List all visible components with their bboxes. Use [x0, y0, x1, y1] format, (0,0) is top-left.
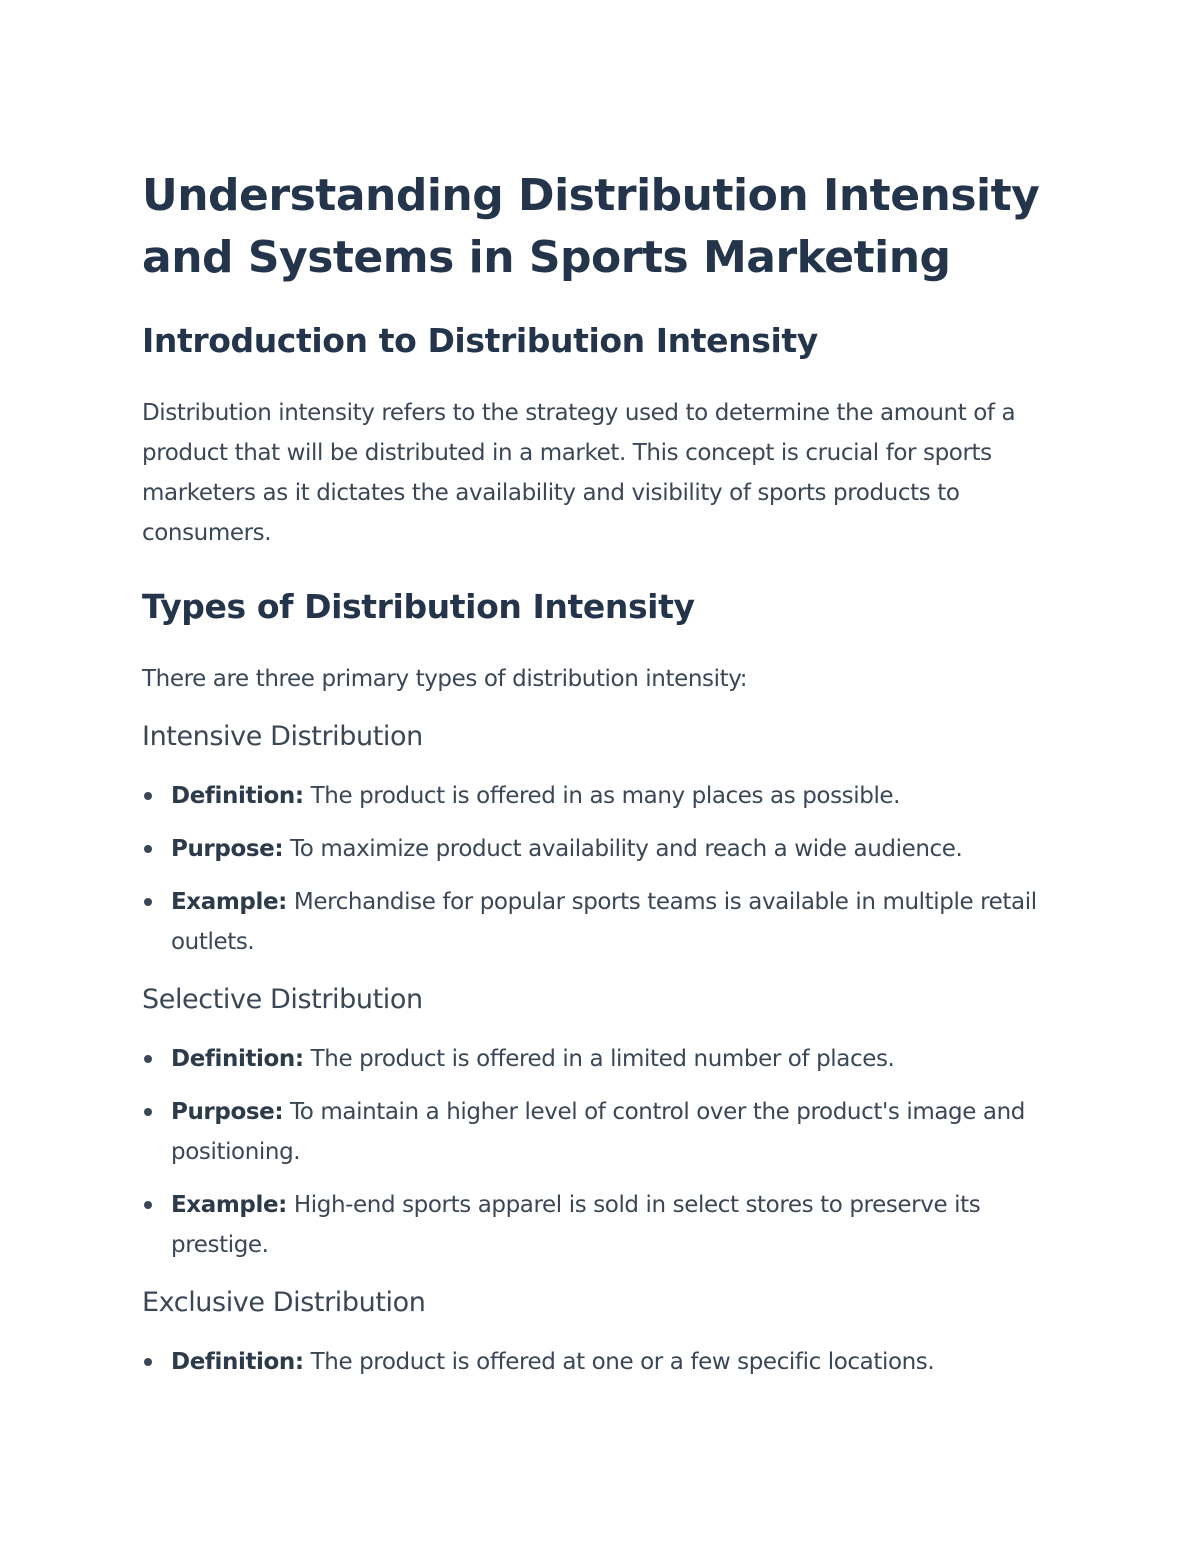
list-item-text: Merchandise for popular sports teams is available in multiple retail outlets. — [171, 889, 1037, 955]
bullet-icon — [144, 1108, 152, 1116]
bullet-icon — [144, 898, 152, 906]
intensive-distribution-list — [142, 776, 1072, 962]
list-item-text: The product is offered in a limited number of places. — [303, 1046, 895, 1072]
list-item-term: Purpose: — [171, 836, 284, 862]
list-item-term: Definition: — [171, 1046, 304, 1072]
bullet-icon — [144, 1201, 152, 1209]
list-item — [142, 1342, 1072, 1382]
list-item-term: Definition: — [171, 783, 304, 809]
subsection-heading-intensive: Intensive Distribution — [142, 721, 423, 752]
section-heading-introduction: Introduction to Distribution Intensity — [142, 321, 818, 360]
list-item — [142, 1092, 1072, 1172]
bullet-icon — [144, 1358, 152, 1366]
selective-distribution-list — [142, 1039, 1072, 1265]
list-item-text: High-end sports apparel is sold in select stores to preserve its prestige. — [171, 1192, 981, 1258]
list-item — [142, 1185, 1072, 1265]
list-item — [142, 1039, 1072, 1079]
list-item-term: Example: — [171, 889, 287, 915]
subsection-heading-selective: Selective Distribution — [142, 984, 423, 1015]
subsection-heading-exclusive: Exclusive Distribution — [142, 1287, 426, 1318]
list-item-text: The product is offered at one or a few specific locations. — [303, 1349, 935, 1375]
intro-paragraph: Distribution intensity refers to the strategy used to determine the amount of a product that will be distributed in a market. This concept is crucial for sports marketers as it dictates the availability and visibility of sports products to consumers. — [142, 400, 1016, 546]
list-item — [142, 882, 1072, 962]
list-item-text: To maximize product availability and reach a wide audience. — [283, 836, 963, 862]
list-item — [142, 829, 1072, 869]
document-page — [142, 165, 1072, 1382]
list-item-term: Purpose: — [171, 1099, 284, 1125]
exclusive-distribution-list — [142, 1342, 1072, 1382]
section-heading-types: Types of Distribution Intensity — [142, 587, 695, 626]
list-item-text: The product is offered in as many places as possible. — [303, 783, 901, 809]
bullet-icon — [144, 1055, 152, 1063]
list-item-term: Definition: — [171, 1349, 304, 1375]
list-item-text: To maintain a higher level of control over the product's image and positioning. — [171, 1099, 1025, 1165]
document-title: Understanding Distribution Intensity and Systems in Sports Marketing — [142, 170, 1040, 283]
list-item-term: Example: — [171, 1192, 287, 1218]
list-item — [142, 776, 1072, 816]
types-intro-paragraph: There are three primary types of distribution intensity: — [142, 666, 748, 692]
bullet-icon — [144, 792, 152, 800]
bullet-icon — [144, 845, 152, 853]
